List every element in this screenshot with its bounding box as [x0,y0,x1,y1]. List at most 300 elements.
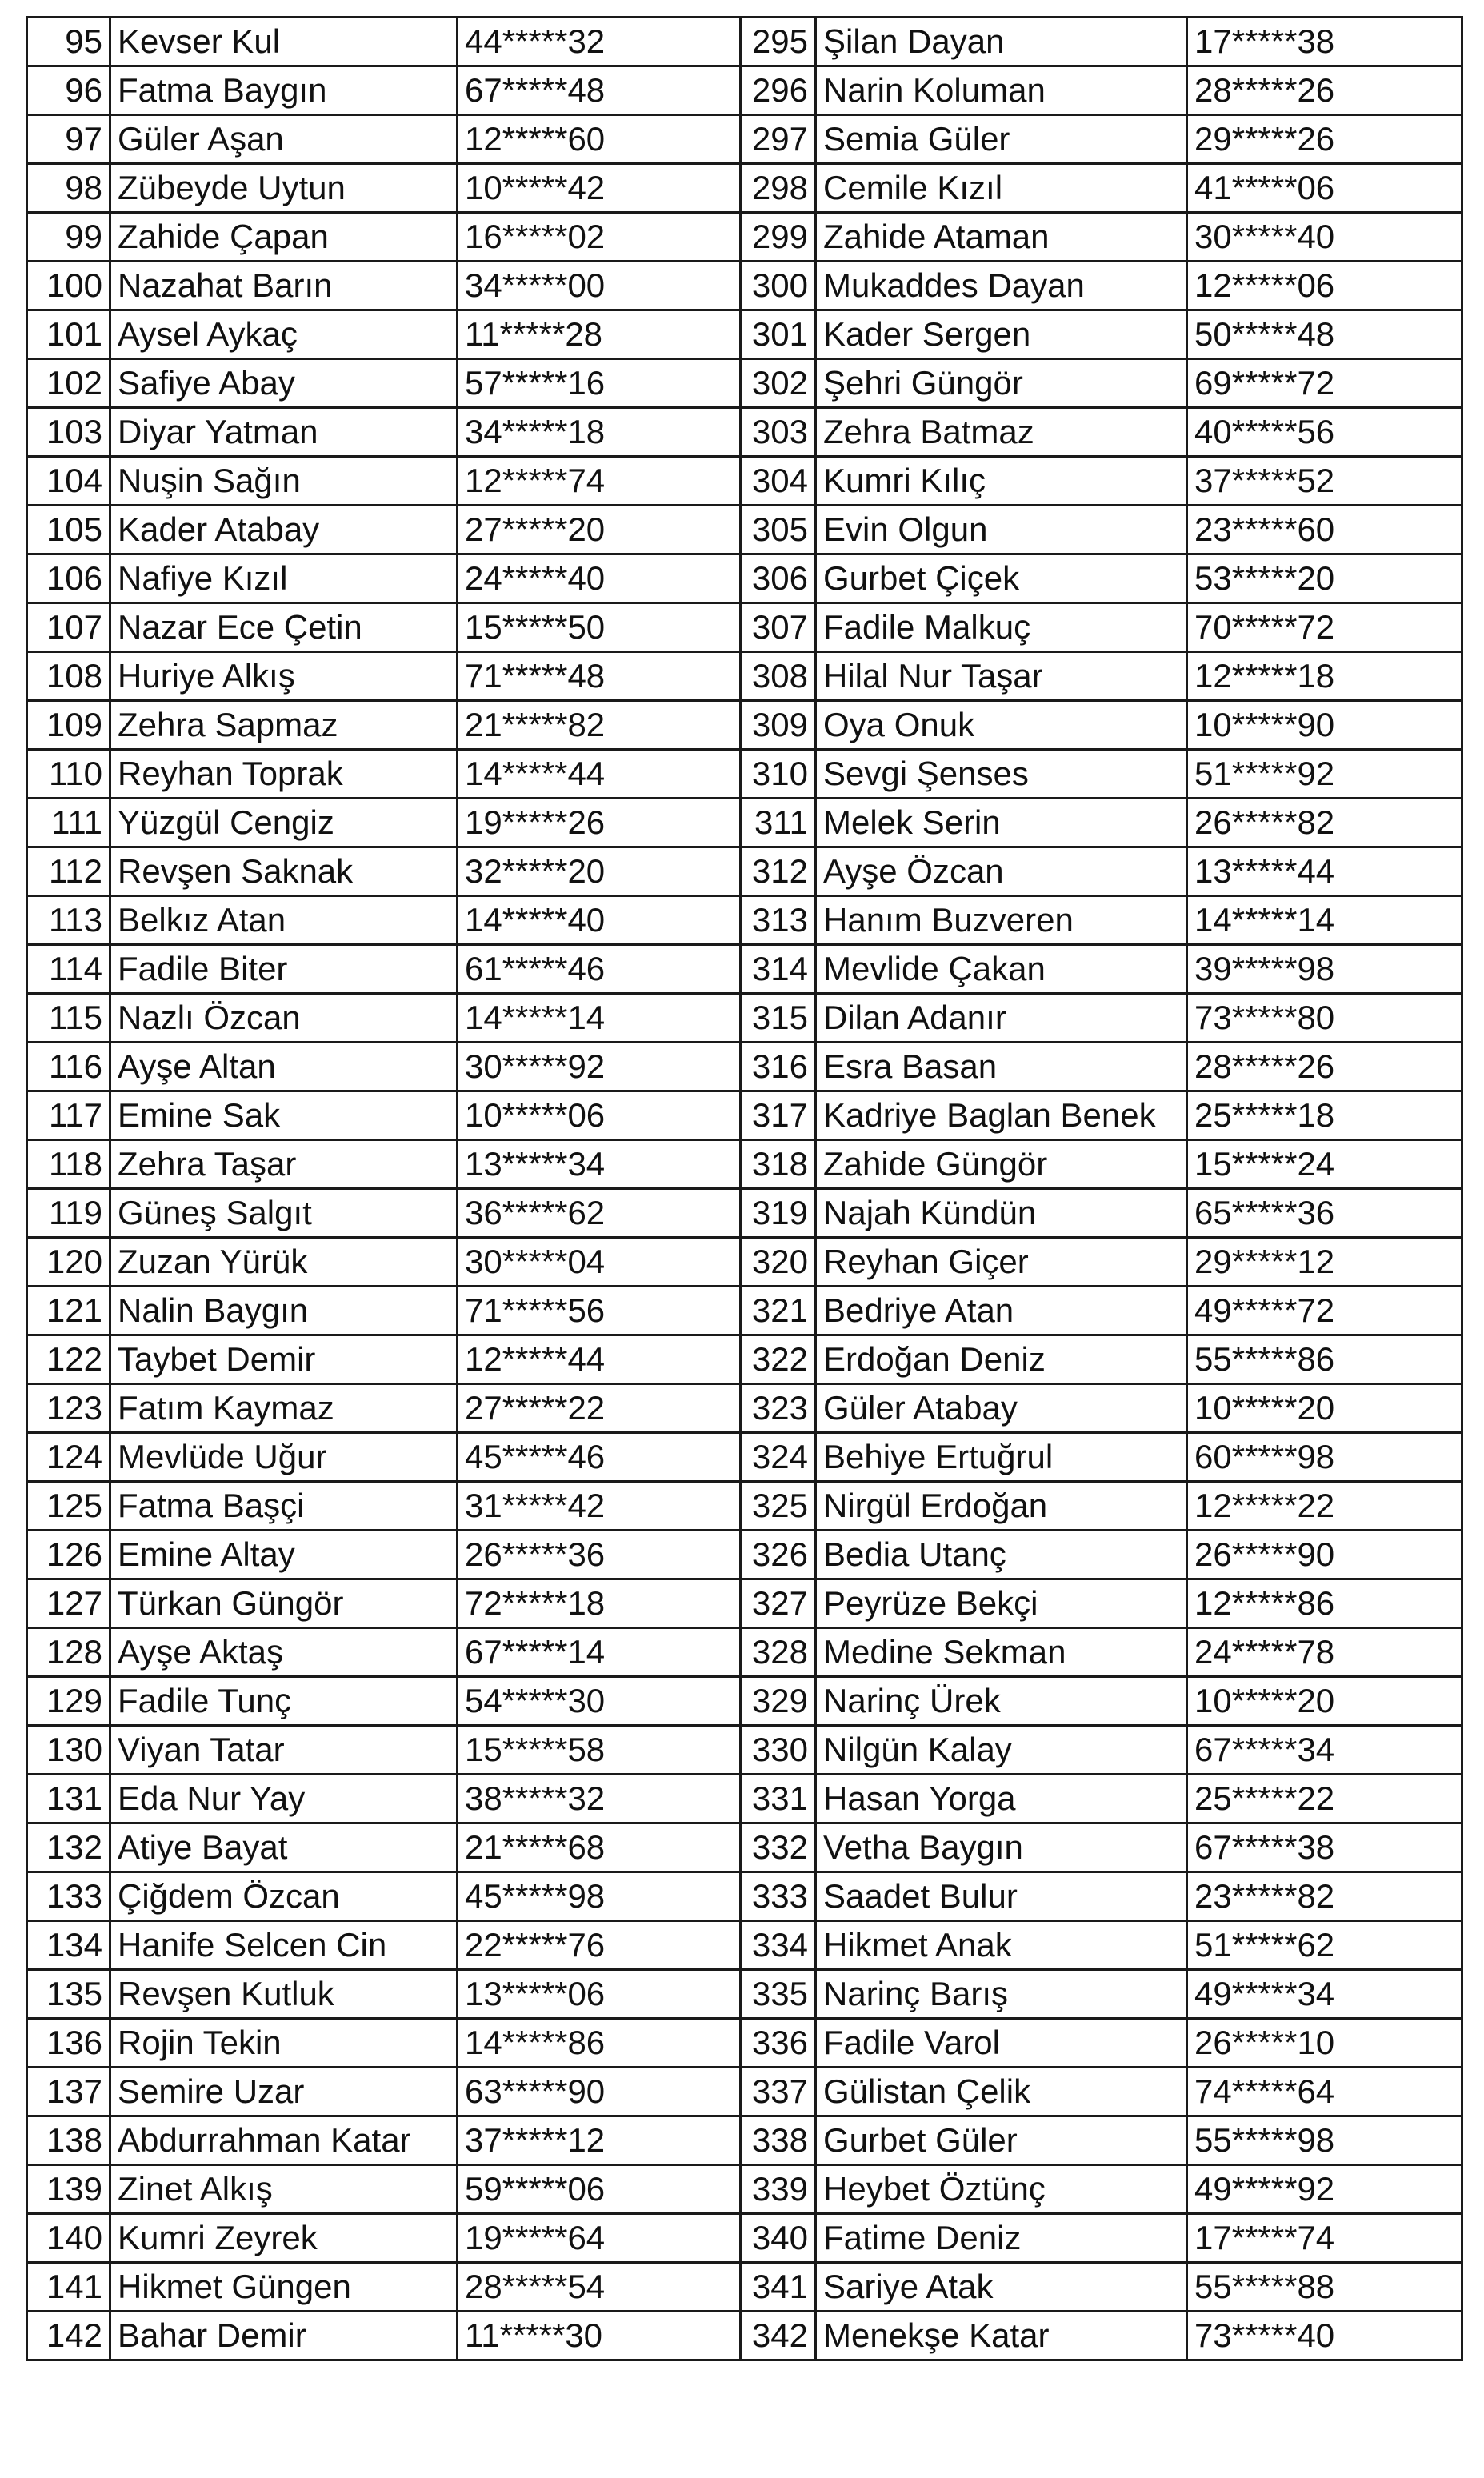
name-cell: Taybet Demir [110,1335,458,1384]
id-code-cell: 24*****78 [1187,1628,1462,1677]
name-cell: Nazar Ece Çetin [110,603,458,652]
table-row [27,1433,1462,1482]
row-number-cell: 134 [27,1921,110,1970]
row-number-cell: 305 [741,506,816,554]
row-number-cell: 318 [741,1140,816,1189]
name-cell: Zehra Sapmaz [110,701,458,750]
name-cell: Şilan Dayan [816,18,1187,66]
id-code-cell: 28*****54 [458,2263,741,2312]
id-code-cell: 26*****10 [1187,2019,1462,2068]
name-cell: Fatime Deniz [816,2214,1187,2263]
row-number-cell: 303 [741,408,816,457]
id-code-cell: 14*****14 [458,994,741,1043]
table-row [27,2116,1462,2165]
id-code-cell: 67*****38 [1187,1823,1462,1872]
id-code-cell: 37*****12 [458,2116,741,2165]
id-code-cell: 27*****20 [458,506,741,554]
name-cell: Erdoğan Deniz [816,1335,1187,1384]
table-row [27,1921,1462,1970]
name-cell: Huriye Alkış [110,652,458,701]
row-number-cell: 340 [741,2214,816,2263]
row-number-cell: 314 [741,945,816,994]
name-cell: Fadile Malkuç [816,603,1187,652]
row-number-cell: 113 [27,896,110,945]
id-code-cell: 40*****56 [1187,408,1462,457]
name-cell: Zübeyde Uytun [110,164,458,213]
id-code-cell: 10*****06 [458,1091,741,1140]
row-number-cell: 108 [27,652,110,701]
table-row [27,1628,1462,1677]
name-cell: Zahide Çapan [110,213,458,262]
table-row [27,1482,1462,1531]
row-number-cell: 323 [741,1384,816,1433]
name-cell: Eda Nur Yay [110,1775,458,1823]
row-number-cell: 310 [741,750,816,799]
id-code-cell: 25*****22 [1187,1775,1462,1823]
row-number-cell: 312 [741,847,816,896]
name-cell: Hasan Yorga [816,1775,1187,1823]
name-cell: Vetha Baygın [816,1823,1187,1872]
id-code-cell: 12*****44 [458,1335,741,1384]
name-cell: Belkız Atan [110,896,458,945]
table-row [27,18,1462,66]
name-cell: Hanife Selcen Cin [110,1921,458,1970]
row-number-cell: 339 [741,2165,816,2214]
id-code-cell: 12*****06 [1187,262,1462,310]
row-number-cell: 133 [27,1872,110,1921]
id-code-cell: 71*****48 [458,652,741,701]
name-cell: Gurbet Çiçek [816,554,1187,603]
name-cell: Hanım Buzveren [816,896,1187,945]
name-cell: Mevlide Çakan [816,945,1187,994]
name-cell: Zahide Ataman [816,213,1187,262]
id-code-cell: 29*****26 [1187,115,1462,164]
id-code-cell: 49*****72 [1187,1287,1462,1335]
table-row [27,506,1462,554]
name-cell: Rojin Tekin [110,2019,458,2068]
id-code-cell: 13*****44 [1187,847,1462,896]
name-cell: Zehra Taşar [110,1140,458,1189]
id-code-cell: 59*****06 [458,2165,741,2214]
name-cell: Yüzgül Cengiz [110,799,458,847]
row-number-cell: 313 [741,896,816,945]
name-cell: Emine Sak [110,1091,458,1140]
row-number-cell: 131 [27,1775,110,1823]
row-number-cell: 298 [741,164,816,213]
row-number-cell: 302 [741,359,816,408]
row-number-cell: 325 [741,1482,816,1531]
row-number-cell: 320 [741,1238,816,1287]
id-code-cell: 12*****74 [458,457,741,506]
name-cell: Fatma Başçi [110,1482,458,1531]
id-code-cell: 73*****40 [1187,2312,1462,2360]
row-number-cell: 109 [27,701,110,750]
table-row [27,896,1462,945]
name-cell: Kader Atabay [110,506,458,554]
name-cell: Fadile Tunç [110,1677,458,1726]
name-cell: Behiye Ertuğrul [816,1433,1187,1482]
id-code-cell: 53*****20 [1187,554,1462,603]
name-cell: Türkan Güngör [110,1579,458,1628]
row-number-cell: 139 [27,2165,110,2214]
row-number-cell: 119 [27,1189,110,1238]
row-number-cell: 111 [27,799,110,847]
id-code-cell: 45*****46 [458,1433,741,1482]
row-number-cell: 324 [741,1433,816,1482]
name-cell: Gülistan Çelik [816,2068,1187,2116]
id-code-cell: 45*****98 [458,1872,741,1921]
table-row [27,2068,1462,2116]
id-code-cell: 28*****26 [1187,1043,1462,1091]
name-cell: Zehra Batmaz [816,408,1187,457]
name-cell: Oya Onuk [816,701,1187,750]
id-code-cell: 17*****38 [1187,18,1462,66]
id-code-cell: 14*****86 [458,2019,741,2068]
id-code-cell: 69*****72 [1187,359,1462,408]
name-cell: Nazahat Barın [110,262,458,310]
name-cell: Ayşe Altan [110,1043,458,1091]
id-code-cell: 27*****22 [458,1384,741,1433]
row-number-cell: 300 [741,262,816,310]
id-code-cell: 13*****06 [458,1970,741,2019]
id-code-cell: 61*****46 [458,945,741,994]
table-row [27,1189,1462,1238]
row-number-cell: 126 [27,1531,110,1579]
name-cell: Melek Serin [816,799,1187,847]
name-cell: Viyan Tatar [110,1726,458,1775]
row-number-cell: 341 [741,2263,816,2312]
id-code-cell: 29*****12 [1187,1238,1462,1287]
row-number-cell: 338 [741,2116,816,2165]
name-cell: Medine Sekman [816,1628,1187,1677]
name-cell: Kader Sergen [816,310,1187,359]
name-list-table [26,16,1463,2361]
name-cell: Semire Uzar [110,2068,458,2116]
table-row [27,310,1462,359]
id-code-cell: 28*****26 [1187,66,1462,115]
id-code-cell: 54*****30 [458,1677,741,1726]
name-cell: Fadile Biter [110,945,458,994]
row-number-cell: 336 [741,2019,816,2068]
name-cell: Emine Altay [110,1531,458,1579]
name-cell: Kevser Kul [110,18,458,66]
id-code-cell: 49*****92 [1187,2165,1462,2214]
table-row [27,164,1462,213]
row-number-cell: 337 [741,2068,816,2116]
table-row [27,1677,1462,1726]
name-cell: Çiğdem Özcan [110,1872,458,1921]
name-cell: Bedia Utanç [816,1531,1187,1579]
id-code-cell: 22*****76 [458,1921,741,1970]
name-cell: Revşen Kutluk [110,1970,458,2019]
row-number-cell: 120 [27,1238,110,1287]
id-code-cell: 12*****86 [1187,1579,1462,1628]
row-number-cell: 142 [27,2312,110,2360]
row-number-cell: 328 [741,1628,816,1677]
row-number-cell: 132 [27,1823,110,1872]
name-cell: Bahar Demir [110,2312,458,2360]
id-code-cell: 10*****90 [1187,701,1462,750]
row-number-cell: 297 [741,115,816,164]
name-cell: Najah Kündün [816,1189,1187,1238]
row-number-cell: 326 [741,1531,816,1579]
name-cell: Zinet Alkış [110,2165,458,2214]
id-code-cell: 25*****18 [1187,1091,1462,1140]
row-number-cell: 100 [27,262,110,310]
name-cell: Zahide Güngör [816,1140,1187,1189]
row-number-cell: 299 [741,213,816,262]
row-number-cell: 95 [27,18,110,66]
row-number-cell: 332 [741,1823,816,1872]
row-number-cell: 309 [741,701,816,750]
id-code-cell: 67*****34 [1187,1726,1462,1775]
id-code-cell: 55*****88 [1187,2263,1462,2312]
id-code-cell: 32*****20 [458,847,741,896]
table-body [27,18,1462,2360]
id-code-cell: 44*****32 [458,18,741,66]
row-number-cell: 123 [27,1384,110,1433]
id-code-cell: 30*****40 [1187,213,1462,262]
name-cell: Kumri Zeyrek [110,2214,458,2263]
row-number-cell: 98 [27,164,110,213]
table-row [27,359,1462,408]
table-row [27,554,1462,603]
row-number-cell: 311 [741,799,816,847]
table-row [27,603,1462,652]
table-row [27,1335,1462,1384]
id-code-cell: 21*****68 [458,1823,741,1872]
row-number-cell: 321 [741,1287,816,1335]
id-code-cell: 34*****18 [458,408,741,457]
id-code-cell: 51*****62 [1187,1921,1462,1970]
id-code-cell: 15*****50 [458,603,741,652]
row-number-cell: 118 [27,1140,110,1189]
name-cell: Nuşin Sağın [110,457,458,506]
id-code-cell: 31*****42 [458,1482,741,1531]
row-number-cell: 122 [27,1335,110,1384]
row-number-cell: 112 [27,847,110,896]
row-number-cell: 103 [27,408,110,457]
name-cell: Hilal Nur Taşar [816,652,1187,701]
row-number-cell: 330 [741,1726,816,1775]
id-code-cell: 19*****64 [458,2214,741,2263]
name-cell: Nalin Baygın [110,1287,458,1335]
name-cell: Revşen Saknak [110,847,458,896]
id-code-cell: 14*****44 [458,750,741,799]
name-cell: Hikmet Güngen [110,2263,458,2312]
name-cell: Narinç Barış [816,1970,1187,2019]
row-number-cell: 335 [741,1970,816,2019]
row-number-cell: 333 [741,1872,816,1921]
name-cell: Şehri Güngör [816,359,1187,408]
name-cell: Sariye Atak [816,2263,1187,2312]
table-row [27,2263,1462,2312]
name-cell: Kumri Kılıç [816,457,1187,506]
id-code-cell: 17*****74 [1187,2214,1462,2263]
id-code-cell: 55*****86 [1187,1335,1462,1384]
name-cell: Fatma Baygın [110,66,458,115]
row-number-cell: 138 [27,2116,110,2165]
name-cell: Esra Basan [816,1043,1187,1091]
row-number-cell: 115 [27,994,110,1043]
row-number-cell: 315 [741,994,816,1043]
id-code-cell: 74*****64 [1187,2068,1462,2116]
table-row [27,1531,1462,1579]
name-cell: Atiye Bayat [110,1823,458,1872]
table-row [27,2214,1462,2263]
id-code-cell: 67*****14 [458,1628,741,1677]
id-code-cell: 30*****92 [458,1043,741,1091]
name-cell: Nirgül Erdoğan [816,1482,1187,1531]
id-code-cell: 63*****90 [458,2068,741,2116]
table-row [27,2165,1462,2214]
table-row [27,213,1462,262]
row-number-cell: 130 [27,1726,110,1775]
row-number-cell: 116 [27,1043,110,1091]
id-code-cell: 12*****60 [458,115,741,164]
id-code-cell: 55*****98 [1187,2116,1462,2165]
id-code-cell: 67*****48 [458,66,741,115]
row-number-cell: 105 [27,506,110,554]
id-code-cell: 36*****62 [458,1189,741,1238]
table-row [27,1238,1462,1287]
name-cell: Hikmet Anak [816,1921,1187,1970]
id-code-cell: 10*****20 [1187,1677,1462,1726]
id-code-cell: 15*****58 [458,1726,741,1775]
id-code-cell: 12*****22 [1187,1482,1462,1531]
row-number-cell: 334 [741,1921,816,1970]
table-row [27,701,1462,750]
table-row [27,2019,1462,2068]
row-number-cell: 296 [741,66,816,115]
row-number-cell: 107 [27,603,110,652]
id-code-cell: 16*****02 [458,213,741,262]
name-cell: Aysel Aykaç [110,310,458,359]
row-number-cell: 295 [741,18,816,66]
id-code-cell: 70*****72 [1187,603,1462,652]
id-code-cell: 23*****82 [1187,1872,1462,1921]
name-cell: Bedriye Atan [816,1287,1187,1335]
row-number-cell: 117 [27,1091,110,1140]
row-number-cell: 141 [27,2263,110,2312]
name-cell: Mukaddes Dayan [816,262,1187,310]
id-code-cell: 37*****52 [1187,457,1462,506]
id-code-cell: 14*****14 [1187,896,1462,945]
id-code-cell: 38*****32 [458,1775,741,1823]
name-cell: Güler Atabay [816,1384,1187,1433]
row-number-cell: 104 [27,457,110,506]
table-row [27,1726,1462,1775]
table-row [27,1775,1462,1823]
id-code-cell: 73*****80 [1187,994,1462,1043]
id-code-cell: 39*****98 [1187,945,1462,994]
name-cell: Diyar Yatman [110,408,458,457]
row-number-cell: 121 [27,1287,110,1335]
row-number-cell: 127 [27,1579,110,1628]
table-row [27,1872,1462,1921]
id-code-cell: 15*****24 [1187,1140,1462,1189]
table-row [27,115,1462,164]
name-cell: Menekşe Katar [816,2312,1187,2360]
name-cell: Nafiye Kızıl [110,554,458,603]
row-number-cell: 317 [741,1091,816,1140]
id-code-cell: 50*****48 [1187,310,1462,359]
row-number-cell: 319 [741,1189,816,1238]
name-cell: Evin Olgun [816,506,1187,554]
id-code-cell: 60*****98 [1187,1433,1462,1482]
table-row [27,750,1462,799]
name-cell: Fatım Kaymaz [110,1384,458,1433]
table-row [27,945,1462,994]
name-cell: Mevlüde Uğur [110,1433,458,1482]
id-code-cell: 11*****28 [458,310,741,359]
row-number-cell: 125 [27,1482,110,1531]
id-code-cell: 11*****30 [458,2312,741,2360]
id-code-cell: 26*****90 [1187,1531,1462,1579]
id-code-cell: 26*****36 [458,1531,741,1579]
row-number-cell: 329 [741,1677,816,1726]
id-code-cell: 10*****42 [458,164,741,213]
row-number-cell: 135 [27,1970,110,2019]
table-row [27,1091,1462,1140]
row-number-cell: 101 [27,310,110,359]
name-cell: Reyhan Giçer [816,1238,1187,1287]
row-number-cell: 308 [741,652,816,701]
table-row [27,994,1462,1043]
row-number-cell: 306 [741,554,816,603]
id-code-cell: 57*****16 [458,359,741,408]
table-row [27,652,1462,701]
name-cell: Güneş Salgıt [110,1189,458,1238]
id-code-cell: 19*****26 [458,799,741,847]
row-number-cell: 110 [27,750,110,799]
name-cell: Nilgün Kalay [816,1726,1187,1775]
row-number-cell: 128 [27,1628,110,1677]
row-number-cell: 96 [27,66,110,115]
id-code-cell: 26*****82 [1187,799,1462,847]
name-cell: Ayşe Aktaş [110,1628,458,1677]
table-row [27,847,1462,896]
name-cell: Ayşe Özcan [816,847,1187,896]
table-row [27,457,1462,506]
row-number-cell: 124 [27,1433,110,1482]
name-cell: Güler Aşan [110,115,458,164]
name-cell: Peyrüze Bekçi [816,1579,1187,1628]
table-row [27,1384,1462,1433]
row-number-cell: 102 [27,359,110,408]
id-code-cell: 49*****34 [1187,1970,1462,2019]
id-code-cell: 30*****04 [458,1238,741,1287]
table-row [27,1579,1462,1628]
table-row [27,1140,1462,1189]
row-number-cell: 129 [27,1677,110,1726]
table-row [27,2312,1462,2360]
row-number-cell: 97 [27,115,110,164]
row-number-cell: 136 [27,2019,110,2068]
table-row [27,262,1462,310]
name-cell: Zuzan Yürük [110,1238,458,1287]
row-number-cell: 327 [741,1579,816,1628]
name-cell: Cemile Kızıl [816,164,1187,213]
row-number-cell: 99 [27,213,110,262]
table-row [27,799,1462,847]
table-row [27,66,1462,115]
id-code-cell: 12*****18 [1187,652,1462,701]
row-number-cell: 301 [741,310,816,359]
id-code-cell: 34*****00 [458,262,741,310]
row-number-cell: 342 [741,2312,816,2360]
name-cell: Kadriye Baglan Benek [816,1091,1187,1140]
